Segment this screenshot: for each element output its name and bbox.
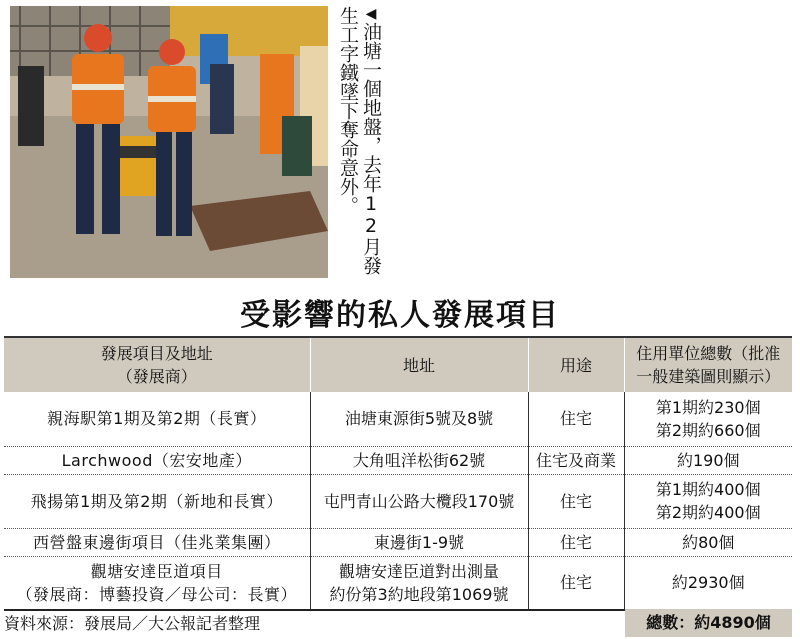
cell-units-line: 第2期約660個 [655, 420, 761, 440]
header-project-line1: 發展項目及地址 [100, 344, 213, 363]
cell-units [624, 446, 792, 474]
source-note: 資料來源：發展局／大公報記者整理 [4, 614, 261, 633]
cell-units-line: 第1期約230個 [655, 397, 761, 417]
cell-units-line: 約190個 [676, 450, 740, 470]
cell-units-line: 約2930個 [671, 573, 745, 593]
cell-use: 住宅 [528, 556, 624, 610]
table-row [4, 446, 792, 474]
cell-address [310, 556, 528, 610]
cell-address [310, 528, 528, 556]
news-photo [10, 6, 328, 278]
cell-use: 住宅 [528, 474, 624, 528]
cell-address-line: 觀塘安達臣道對出測量 [338, 561, 499, 581]
cell-project [4, 392, 310, 446]
cell-units [624, 474, 792, 528]
header-project-line2: （發展商） [116, 367, 197, 386]
cell-project-line: Larchwood（宏安地產） [61, 450, 252, 470]
cell-address [310, 474, 528, 528]
cell-address [310, 446, 528, 474]
table-title: 受影響的私人發展項目 [240, 298, 560, 333]
cell-project [4, 474, 310, 528]
cell-address-line: 東邊街1-9號 [373, 532, 465, 552]
cell-project [4, 556, 310, 610]
cell-project [4, 528, 310, 556]
cell-units [624, 556, 792, 610]
cell-project-line: （發展商：博藝投資／母公司：長實） [16, 584, 297, 604]
header-address [310, 337, 528, 392]
cell-address-line: 大角咀洋松街62號 [352, 450, 486, 470]
header-use [528, 337, 624, 392]
header-project [4, 337, 310, 392]
cell-project-line: 西營盤東邊街項目（佳兆業集團） [32, 532, 281, 552]
table-row [4, 474, 792, 528]
cell-address [310, 392, 528, 446]
table-row [4, 528, 792, 556]
cell-project-line: 飛揚第1期及第2期（新地和長實） [30, 491, 283, 511]
cell-project-line: 親海駅第1期及第2期（長實） [47, 409, 267, 429]
cell-units-line: 第1期約400個 [655, 480, 761, 499]
table-row [4, 556, 792, 610]
cell-use: 住宅 [528, 392, 624, 446]
projects-table [4, 336, 792, 611]
cell-units-line: 第2期約400個 [655, 503, 761, 522]
cell-use: 住宅及商業 [528, 446, 624, 474]
rescue-scene-image [10, 6, 328, 278]
cell-project-line: 觀塘安達臣道項目 [90, 561, 223, 581]
total-count: 總數：約4890個 [625, 609, 792, 637]
header-units-line2: 一般建築圖則顯示） [636, 367, 781, 386]
photo-caption [336, 6, 382, 282]
caption-text: 油塘一個地盤，去年12月發生工字鐵墜下奪命意外。 [337, 6, 382, 275]
cell-project [4, 446, 310, 474]
cell-units [624, 528, 792, 556]
cell-use: 住宅 [528, 528, 624, 556]
header-address-line1: 地址 [402, 355, 435, 375]
header-units-line1: 住用單位總數（批准 [636, 344, 781, 363]
header-units [624, 337, 792, 392]
table-row [4, 392, 792, 446]
cell-address-line: 油塘東源街5號及8號 [344, 409, 494, 429]
cell-units [624, 392, 792, 446]
header-use-line1: 用途 [559, 355, 592, 375]
table-header-row [4, 337, 792, 392]
cell-address-line: 約份第3約地段第1069號 [329, 584, 509, 604]
cell-units-line: 約80個 [682, 532, 735, 552]
caption-arrow-icon: ◀ [363, 6, 379, 22]
cell-address-line: 屯門青山公路大欖段170號 [323, 491, 515, 511]
